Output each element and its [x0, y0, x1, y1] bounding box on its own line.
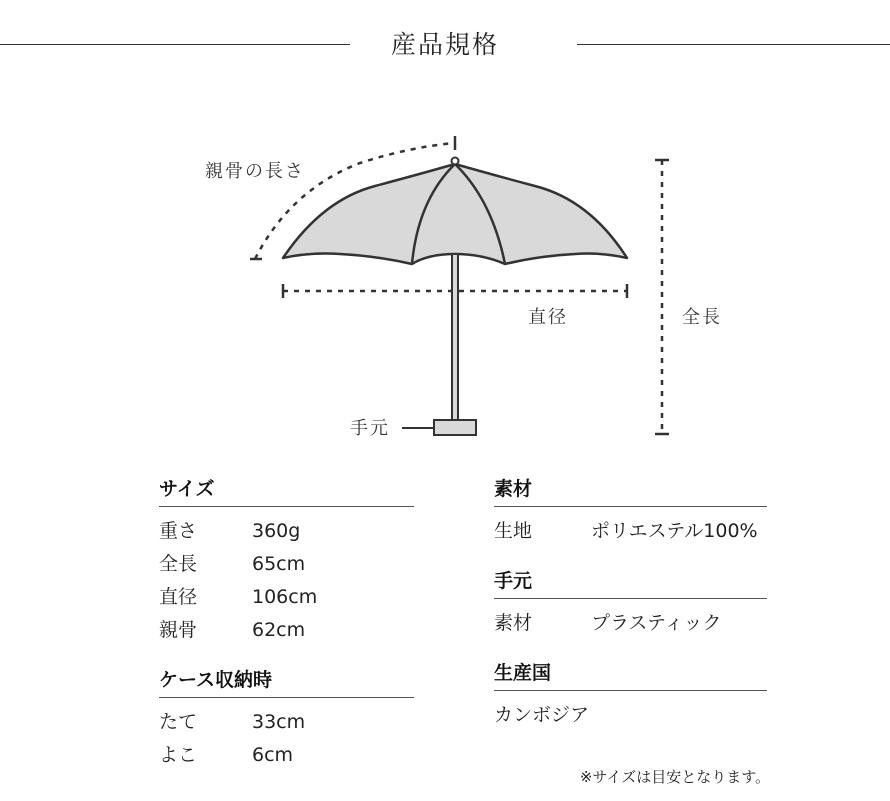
spec-key: 重さ — [159, 520, 198, 542]
total-length-label: 全長 — [682, 307, 722, 328]
spec-key: 全長 — [159, 553, 198, 575]
handle-label: 手元 — [350, 418, 390, 439]
spec-row-rib — [159, 614, 414, 647]
spec-key: 素材 — [494, 612, 533, 634]
spec-value: カンボジア — [494, 704, 590, 726]
spec-value: 106cm — [252, 586, 318, 608]
spec-row-case-height — [159, 706, 414, 739]
umbrella-tip — [452, 158, 459, 165]
case-section-title: ケース収納時 — [159, 665, 414, 698]
spec-row-origin — [494, 699, 767, 732]
spec-value: プラスティック — [591, 612, 722, 634]
rib-length-label: 親骨の長さ — [205, 161, 305, 182]
spec-key: 直径 — [159, 586, 198, 608]
size-section-title: サイズ — [159, 474, 414, 507]
umbrella-shaft — [452, 254, 458, 422]
spec-row-handle-material — [494, 607, 767, 640]
spec-key: 生地 — [494, 520, 533, 542]
handle-section-title: 手元 — [494, 566, 767, 599]
spec-key: たて — [159, 711, 198, 733]
origin-section-title: 生産国 — [494, 658, 767, 691]
spec-value: 33cm — [252, 711, 306, 733]
diameter-label: 直径 — [528, 307, 568, 328]
spec-key: よこ — [159, 744, 198, 766]
spec-value: ポリエステル100% — [591, 520, 758, 542]
footnote: ※サイズは目安となります。 — [579, 768, 770, 786]
spec-row-diameter — [159, 581, 414, 614]
spec-value: 65cm — [252, 553, 306, 575]
spec-column-left — [159, 474, 414, 772]
spec-column-right — [494, 474, 767, 732]
spec-value: 360g — [252, 520, 301, 542]
material-section-title: 素材 — [494, 474, 767, 507]
spec-row-weight — [159, 515, 414, 548]
page-title: 産品規格 — [390, 30, 499, 59]
spec-row-fabric — [494, 515, 767, 548]
spec-key: 親骨 — [159, 619, 198, 641]
spec-value: 62cm — [252, 619, 306, 641]
spec-row-case-width — [159, 739, 414, 772]
umbrella-canopy — [283, 164, 627, 264]
spec-value: 6cm — [252, 744, 294, 766]
spec-row-total-length — [159, 548, 414, 581]
umbrella-handle — [434, 420, 476, 435]
